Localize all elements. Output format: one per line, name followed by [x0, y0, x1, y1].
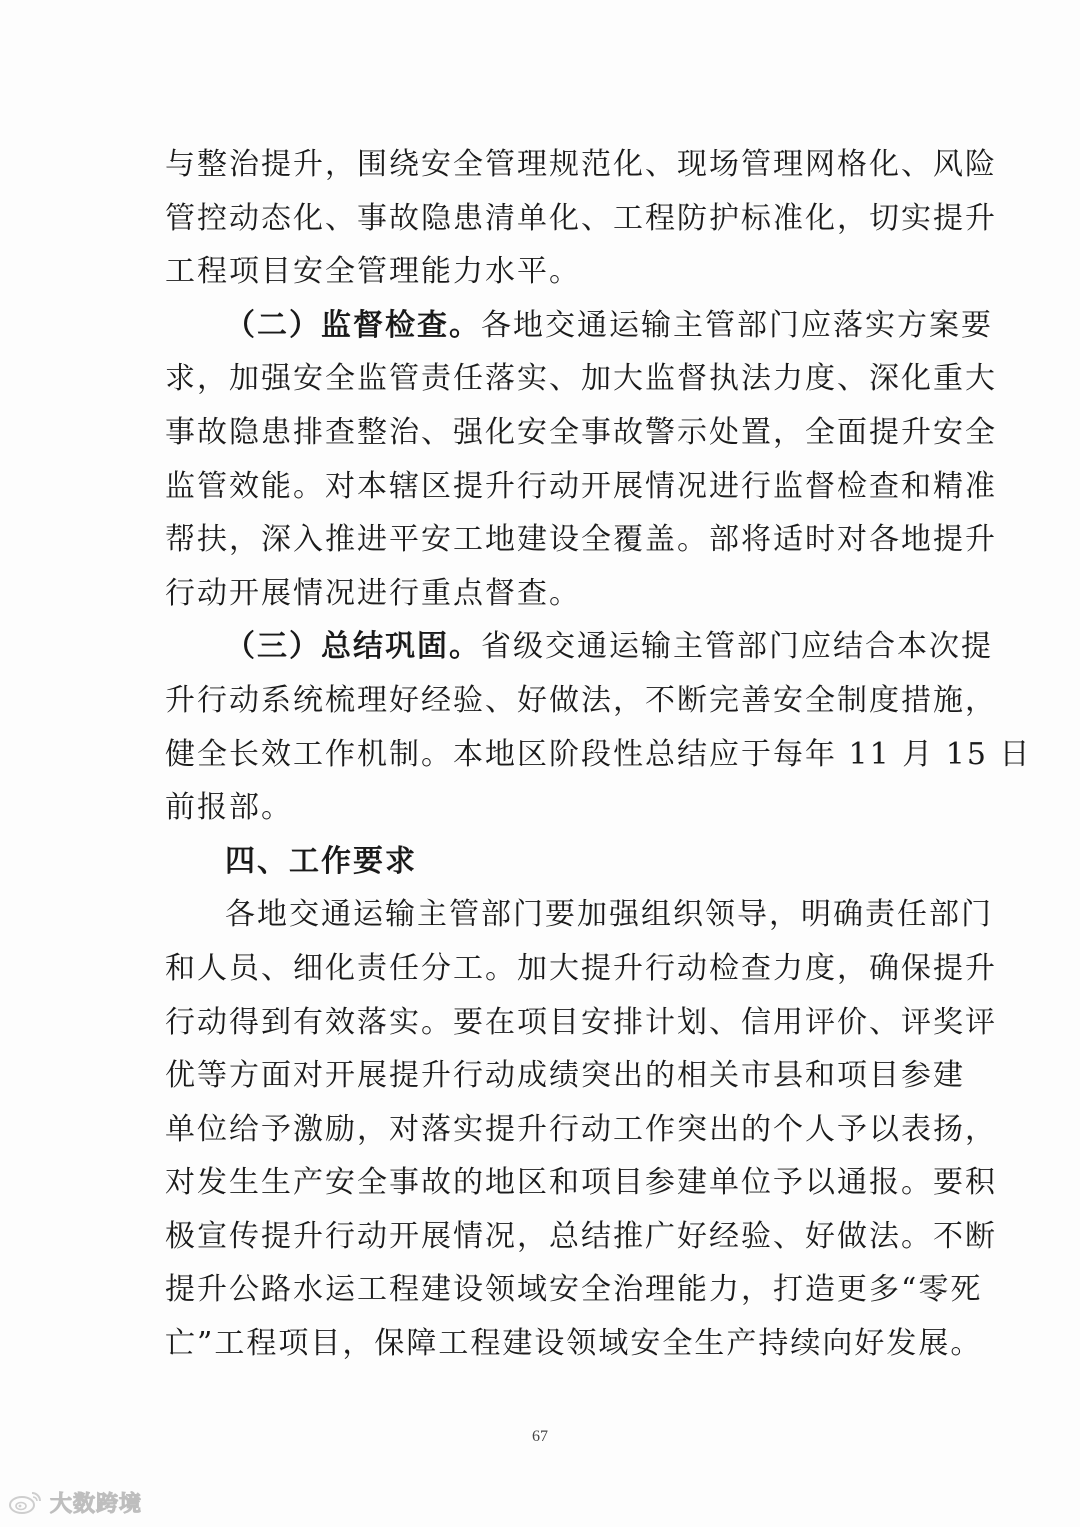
- text-line: [165, 1103, 997, 1157]
- weibo-logo-icon: [8, 1489, 44, 1515]
- text-line: [165, 1210, 997, 1264]
- paragraph-text: 健全长效工作机制。本地区阶段性总结应于每年 11 月 15 日: [165, 736, 1032, 772]
- text-line: [165, 460, 997, 514]
- paragraph-text: 帮扶，深入推进平安工地建设全覆盖。部将适时对各地提升: [165, 522, 997, 558]
- paragraph-text: 监管效能。对本辖区提升行动开展情况进行监督检查和精准: [165, 468, 997, 504]
- section-heading: （三）总结巩固。: [225, 629, 481, 665]
- paragraph-text: 优等方面对开展提升行动成绩突出的相关市县和项目参建: [165, 1058, 965, 1094]
- section-heading: 四、工作要求: [225, 843, 417, 879]
- paragraph-text: 提升公路水运工程建设领域安全治理能力，打造更多“零死: [165, 1272, 983, 1308]
- paragraph-text: 行动得到有效落实。要在项目安排计划、信用评价、评奖评: [165, 1004, 997, 1040]
- text-line: [165, 620, 993, 674]
- text-line: [165, 728, 1032, 782]
- text-line: [165, 1049, 965, 1103]
- paragraph-text: 行动开展情况进行重点督查。: [165, 575, 581, 611]
- paragraph-text: 事故隐患排查整治、强化安全事故警示处置，全面提升安全: [165, 414, 997, 450]
- watermark-text: 大数跨境: [50, 1491, 143, 1517]
- watermark: [8, 1485, 142, 1519]
- text-line: [165, 406, 997, 460]
- paragraph-text: 求，加强安全监管责任落实、加大监督执法力度、深化重大: [165, 361, 997, 397]
- text-line: [165, 674, 997, 728]
- text-line: [165, 513, 997, 567]
- paragraph-text: 各地交通运输主管部门应落实方案要: [481, 307, 993, 343]
- paragraph-text: 前报部。: [165, 790, 293, 826]
- text-line: [165, 888, 993, 942]
- body-text: [165, 138, 1032, 1371]
- paragraph-text: 极宣传提升行动开展情况，总结推广好经验、好做法。不断: [165, 1218, 997, 1254]
- paragraph-text: 升行动系统梳理好经验、好做法，不断完善安全制度措施，: [165, 682, 997, 718]
- paragraph-text: 与整治提升，围绕安全管理规范化、现场管理网格化、风险: [165, 147, 997, 182]
- text-line: [165, 245, 917, 299]
- page-number: 67: [532, 1428, 548, 1445]
- paragraph-text: 亡”工程项目，保障工程建设领域安全生产持续向好发展。: [165, 1326, 983, 1362]
- paragraph-text: 单位给予激励，对落实提升行动工作突出的个人予以表扬，: [165, 1111, 997, 1147]
- paragraph-text: 省级交通运输主管部门应结合本次提: [481, 629, 993, 665]
- text-line: [165, 138, 997, 192]
- paragraph-text: 对发生生产安全事故的地区和项目参建单位予以通报。要积: [165, 1165, 997, 1201]
- text-line: [165, 352, 997, 406]
- paragraph-text: 和人员、细化责任分工。加大提升行动检查力度，确保提升: [165, 950, 997, 986]
- text-line: [165, 996, 997, 1050]
- paragraph-text: 工程项目安全管理能力水平。: [165, 254, 581, 290]
- text-line: [165, 1263, 983, 1317]
- paragraph-text: 管控动态化、事故隐患清单化、工程防护标准化，切实提升: [165, 200, 997, 236]
- text-line: [165, 299, 993, 353]
- paragraph-text: 各地交通运输主管部门要加强组织领导，明确责任部门: [225, 897, 993, 933]
- text-line: [165, 192, 997, 246]
- text-line: [165, 835, 917, 889]
- text-line: [165, 1156, 997, 1210]
- text-line: [165, 781, 917, 835]
- section-heading: （二）监督检查。: [225, 307, 481, 343]
- text-line: [165, 567, 917, 621]
- text-line: [165, 1317, 983, 1371]
- text-line: [165, 942, 997, 996]
